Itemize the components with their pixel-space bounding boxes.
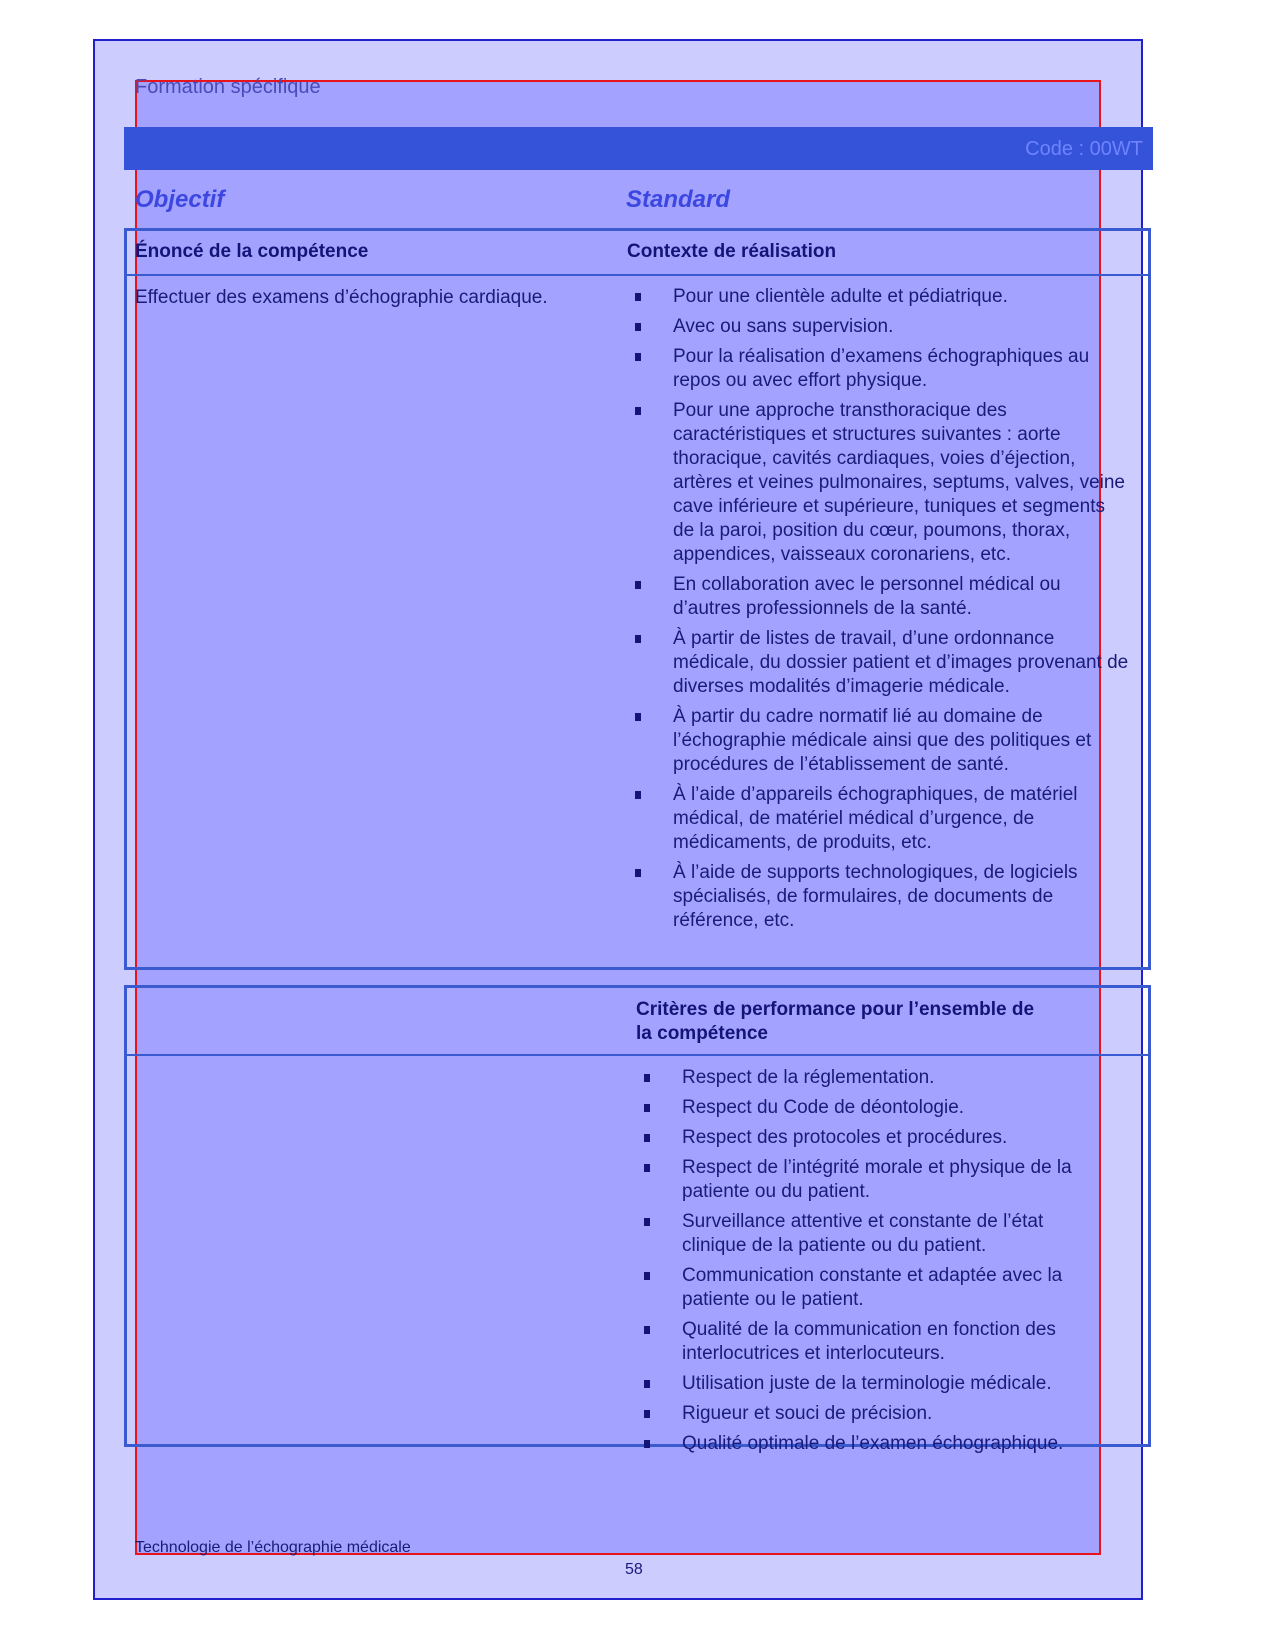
context-list (635, 285, 1130, 939)
list-item: Respect de la réglementation. (644, 1066, 1104, 1090)
list-item: Qualité de la communication en fonction des interlocutrices et interlocuteurs. (644, 1318, 1104, 1366)
list-item: Utilisation juste de la terminologie médicale. (644, 1372, 1104, 1396)
list-item: Rigueur et souci de précision. (644, 1402, 1104, 1426)
program-code: Code : 00WT (1025, 138, 1143, 160)
list-item: À partir du cadre normatif lié au domaine de l’échographie médicale ainsi que des politiques et procédures de l’établissement de santé. (635, 705, 1130, 777)
code-bar (124, 127, 1153, 170)
competence-statement: Effectuer des examens d’échographie cardiaque. (135, 287, 548, 308)
page-number: 58 (625, 1561, 643, 1578)
column-heading-objectif: Objectif (135, 186, 225, 213)
list-item: Pour une clientèle adulte et pédiatrique. (635, 285, 1130, 309)
list-item: Communication constante et adaptée avec la patiente ou le patient. (644, 1264, 1104, 1312)
list-item: Respect de l’intégrité morale et physique de la patiente ou du patient. (644, 1156, 1104, 1204)
section-title: Formation spécifique (135, 76, 321, 98)
list-item: Qualité optimale de l’examen échographique. (644, 1432, 1104, 1456)
list-item: Respect du Code de déontologie. (644, 1096, 1104, 1120)
list-item: À partir de listes de travail, d’une ordonnance médicale, du dossier patient et d’images provenant de diverses modalités d’imagerie médicale. (635, 627, 1130, 699)
list-item: Avec ou sans supervision. (635, 315, 1130, 339)
list-item: En collaboration avec le personnel médical ou d’autres professionnels de la santé. (635, 573, 1130, 621)
list-item: Pour la réalisation d’examens échographiques au repos ou avec effort physique. (635, 345, 1130, 393)
header-divider (127, 1054, 1148, 1056)
criteria-list (644, 1066, 1104, 1462)
column-heading-standard: Standard (626, 186, 731, 213)
criteria-header: Critères de performance pour l’ensemble de la compétence (636, 999, 1035, 1044)
list-item: Pour une approche transthoracique des caractéristiques et structures suivantes : aorte thoracique, cavités cardiaques, voies d’éjection, artères et veines pulmonaires, septums, valves, veine cave inférieure et supérieure, tuniques et segments de la paroi, position du cœur, poumons, thorax, appendices, vaisseaux coronariens, etc. (635, 399, 1130, 567)
list-item: À l’aide de supports technologiques, de logiciels spécialisés, de formulaires, de documents de référence, etc. (635, 861, 1130, 933)
list-item: Surveillance attentive et constante de l’état clinique de la patiente ou du patient. (644, 1210, 1104, 1258)
enonce-header: Énoncé de la compétence (135, 241, 369, 262)
contexte-header: Contexte de réalisation (627, 241, 837, 262)
header-divider (127, 274, 1148, 276)
list-item: À l’aide d’appareils échographiques, de matériel médical, de matériel médical d’urgence, de médicaments, de produits, etc. (635, 783, 1130, 855)
list-item: Respect des protocoles et procédures. (644, 1126, 1104, 1150)
footer-program: Technologie de l’échographie médicale (135, 1539, 411, 1556)
